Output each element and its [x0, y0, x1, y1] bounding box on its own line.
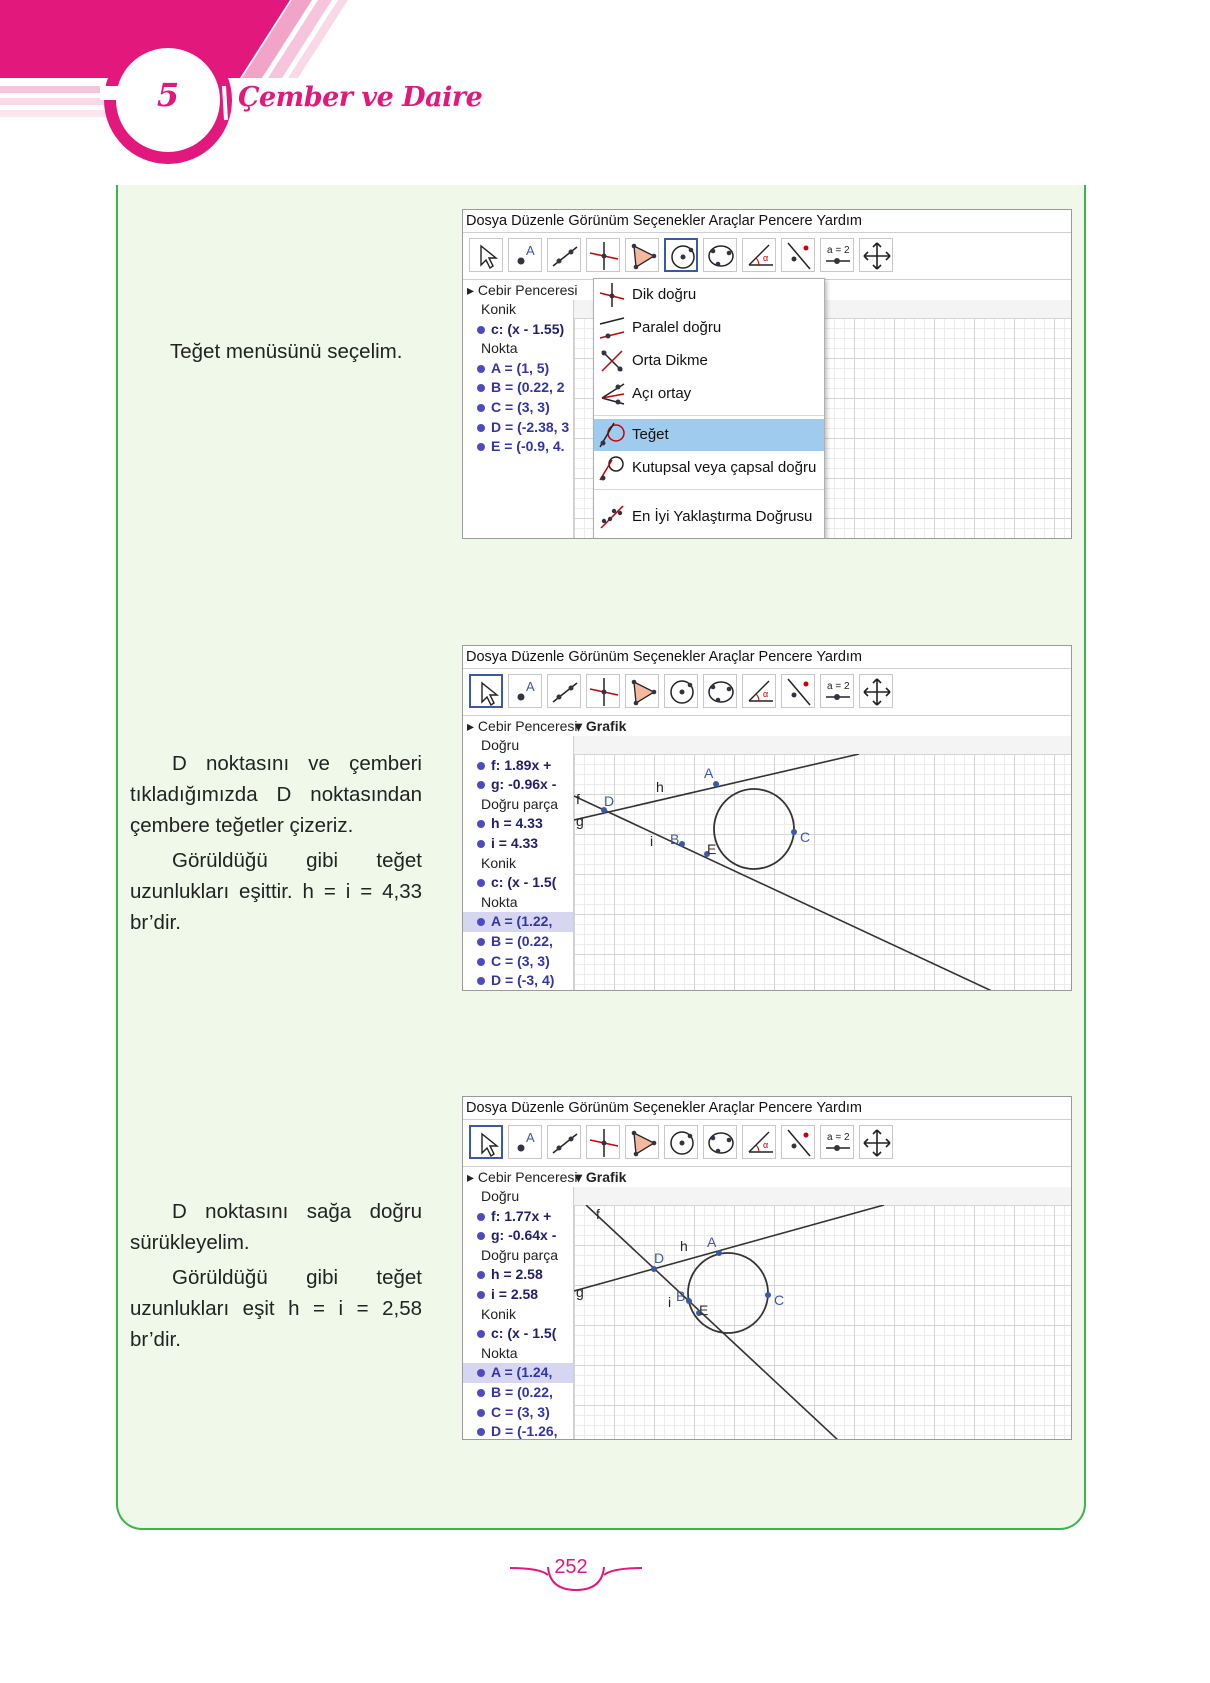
menu-item-polar-line[interactable] — [594, 452, 824, 484]
algebra-object[interactable]: D = (-1.26, — [463, 1422, 573, 1440]
polygon-tool-button[interactable] — [625, 238, 659, 272]
label-E: E — [699, 1302, 709, 1318]
menu-item-parallel[interactable] — [594, 312, 824, 344]
label-B: B — [670, 831, 680, 847]
section2-paragraph-2: Görüldüğü gibi teğet uzunlukları eşittir. h = i = 4,33 br’dir. — [130, 849, 422, 934]
algebra-object[interactable]: h = 4.33 — [463, 814, 573, 834]
algebra-header[interactable]: ▸ Cebir Penceresi — [467, 718, 578, 734]
algebra-view — [463, 736, 574, 991]
angle-icon — [743, 239, 777, 273]
menu-item-best-fit-line[interactable] — [594, 501, 824, 533]
menu-item-label: Teğet — [632, 426, 669, 443]
algebra-object[interactable]: B = (0.22, — [463, 1383, 573, 1403]
polygon-tool-button[interactable] — [625, 1125, 659, 1159]
section3-paragraph-2: Görüldüğü gibi teğet uzunlukları eşit h = i = 2,58 br’dir. — [130, 1266, 422, 1351]
algebra-object[interactable]: B = (0.22, 2 — [463, 378, 573, 398]
algebra-category: Nokta — [481, 340, 518, 357]
move-graphics-tool-button[interactable] — [859, 674, 893, 708]
move-graphics-tool-button[interactable] — [859, 238, 893, 272]
menu-item-tangent[interactable] — [594, 419, 824, 451]
line-tool-button[interactable] — [547, 674, 581, 708]
menu-item-perpendicular[interactable] — [594, 279, 824, 311]
circle-icon — [665, 675, 699, 709]
tangent-construction-2 — [574, 1205, 1072, 1440]
perpendicular-tool-button[interactable] — [586, 674, 620, 708]
circle-tool-button[interactable] — [664, 1125, 698, 1159]
menu-item-perpendicular-bisector[interactable] — [594, 345, 824, 377]
algebra-object[interactable]: B = (0.22, — [463, 932, 573, 952]
algebra-category: Doğru parça — [481, 795, 559, 812]
geogebra-screenshot-3 — [462, 1096, 1072, 1440]
reflect-icon — [782, 675, 816, 709]
circle-icon — [665, 1126, 699, 1160]
move-tool-button[interactable] — [469, 1125, 503, 1159]
menu-item-label: Kutupsal veya çapsal doğru — [632, 459, 817, 476]
algebra-object[interactable]: C = (3, 3) — [463, 1403, 573, 1423]
page-number-decoration — [0, 1545, 1210, 1605]
point-icon — [509, 675, 543, 709]
polygon-icon — [626, 239, 660, 273]
label-E: E — [707, 841, 717, 857]
algebra-category: Nokta — [481, 893, 518, 910]
best-fit-line-icon — [598, 503, 626, 531]
tangent-tools-menu — [593, 278, 825, 539]
algebra-category: Nokta — [481, 1344, 518, 1361]
slider-icon — [821, 1126, 855, 1160]
circle-tool-button[interactable] — [664, 674, 698, 708]
perpendicular-tool-button[interactable] — [586, 238, 620, 272]
conic-icon — [704, 675, 738, 709]
algebra-category: Doğru parça — [481, 1246, 559, 1263]
polygon-icon — [626, 675, 660, 709]
graphics-style-bar — [574, 736, 1072, 755]
svg-text:α: α — [763, 253, 769, 263]
toolbar — [463, 1120, 1071, 1167]
move-icon — [471, 1127, 505, 1161]
perpendicular-icon — [587, 1126, 621, 1160]
line-icon — [548, 239, 582, 273]
section1-paragraph: Teğet menüsünü seçelim. — [170, 340, 403, 363]
polygon-tool-button[interactable] — [625, 674, 659, 708]
perpendicular-icon — [587, 239, 621, 273]
line-tool-button[interactable] — [547, 1125, 581, 1159]
angle-icon — [743, 1126, 777, 1160]
move-graphics-icon — [860, 1126, 894, 1160]
move-icon — [470, 239, 504, 273]
label-A: A — [704, 765, 714, 781]
algebra-object[interactable]: h = 2.58 — [463, 1265, 573, 1285]
label-i: i — [650, 833, 654, 849]
algebra-category: Doğru — [481, 1188, 520, 1204]
perpendicular-line-icon — [598, 281, 626, 309]
menu-item-angle-bisector[interactable] — [594, 378, 824, 410]
menu-item-label: Açı ortay — [632, 385, 692, 402]
section2-text — [130, 748, 422, 942]
move-icon — [471, 676, 505, 710]
label-i: i — [668, 1294, 672, 1310]
polygon-icon — [626, 1126, 660, 1160]
label-h: h — [680, 1238, 688, 1254]
move-tool-button[interactable] — [469, 238, 503, 272]
algebra-object[interactable]: g: -0.64x - — [463, 1226, 573, 1246]
chapter-number: 5 — [156, 76, 180, 114]
graphics-header[interactable]: ▾ Grafik — [575, 718, 627, 734]
algebra-object[interactable]: C = (3, 3) — [463, 952, 573, 972]
move-tool-button[interactable] — [469, 674, 503, 708]
label-A: A — [707, 1234, 717, 1250]
perpendicular-tool-button[interactable] — [586, 1125, 620, 1159]
algebra-object[interactable]: i = 4.33 — [463, 834, 573, 854]
menu-item-label: Dik doğru — [632, 286, 697, 303]
label-D: D — [604, 793, 615, 809]
label-f: f — [576, 791, 580, 807]
reflect-icon — [782, 239, 816, 273]
graphics-header[interactable]: ▾ Grafik — [575, 1169, 627, 1185]
svg-text:α: α — [763, 1140, 769, 1150]
move-graphics-icon — [860, 675, 894, 709]
angle-tool-button[interactable] — [742, 1125, 776, 1159]
conic-tool-button[interactable] — [703, 238, 737, 272]
svg-text:a = 2: a = 2 — [827, 1132, 850, 1143]
algebra-object[interactable]: E = (-0.9, 4. — [463, 437, 573, 457]
toolbar — [463, 669, 1071, 716]
tangent-construction-1 — [574, 754, 1072, 991]
move-graphics-icon — [860, 239, 894, 273]
section3-text — [130, 1196, 422, 1359]
algebra-object[interactable]: c: (x - 1.5( — [463, 873, 573, 893]
graphics-view[interactable] — [574, 1205, 1072, 1440]
reflect-icon — [782, 1126, 816, 1160]
point-icon — [509, 1126, 543, 1160]
algebra-object[interactable]: f: 1.89x + — [463, 756, 573, 776]
algebra-object[interactable]: g: -0.96x - — [463, 775, 573, 795]
circle-icon — [666, 240, 700, 274]
point-tool-button[interactable] — [508, 674, 542, 708]
label-D: D — [654, 1250, 665, 1266]
angle-tool-button[interactable] — [742, 674, 776, 708]
perpendicular-icon — [587, 675, 621, 709]
parallel-line-icon — [598, 314, 626, 342]
menu-bar[interactable]: Dosya Düzenle Görünüm Seçenekler Araçlar Pencere Yardım — [463, 210, 1071, 233]
algebra-object[interactable]: A = (1.24, — [463, 1363, 573, 1383]
algebra-object[interactable]: A = (1, 5) — [463, 359, 573, 379]
svg-text:a = 2: a = 2 — [827, 245, 850, 256]
algebra-view — [463, 1187, 574, 1440]
geogebra-screenshot-2 — [462, 645, 1072, 991]
label-C: C — [800, 829, 811, 845]
reflect-tool-button[interactable] — [781, 1125, 815, 1159]
algebra-object[interactable]: i = 2.58 — [463, 1285, 573, 1305]
svg-text:α: α — [763, 689, 769, 699]
slider-tool-button[interactable] — [820, 238, 854, 272]
move-graphics-tool-button[interactable] — [859, 1125, 893, 1159]
toolbar — [463, 233, 1071, 280]
reflect-tool-button[interactable] — [781, 238, 815, 272]
polar-line-icon — [598, 454, 626, 482]
slider-icon — [821, 239, 855, 273]
algebra-object[interactable]: C = (3, 3) — [463, 398, 573, 418]
algebra-category: Konik — [481, 854, 517, 871]
algebra-object[interactable]: f: 1.77x + — [463, 1207, 573, 1227]
algebra-category: Konik — [481, 1305, 517, 1322]
angle-tool-button[interactable] — [742, 238, 776, 272]
label-h: h — [656, 779, 664, 795]
angle-bisector-icon — [598, 380, 626, 408]
algebra-object[interactable]: c: (x - 1.55) — [463, 320, 573, 340]
chapter-title: Çember ve Daire — [238, 82, 483, 113]
slider-tool-button[interactable] — [820, 674, 854, 708]
geogebra-screenshot-1 — [462, 209, 1072, 539]
line-icon — [548, 675, 582, 709]
svg-text:A: A — [526, 243, 535, 258]
menu-item-label: Paralel doğru — [632, 319, 722, 336]
point-tool-button[interactable] — [508, 238, 542, 272]
algebra-object[interactable]: c: (x - 1.5( — [463, 1324, 573, 1344]
algebra-object[interactable]: D = (-2.38, 3 — [463, 418, 573, 438]
svg-text:A: A — [526, 1130, 535, 1145]
algebra-view — [463, 300, 574, 539]
menu-item-label: En İyi Yaklaştırma Doğrusu — [632, 508, 813, 525]
menu-bar[interactable]: Dosya Düzenle Görünüm Seçenekler Araçlar Pencere Yardım — [463, 1097, 1071, 1120]
label-f: f — [596, 1206, 600, 1222]
point-tool-button[interactable] — [508, 1125, 542, 1159]
algebra-object[interactable]: D = (-3, 4) — [463, 971, 573, 991]
menu-bar[interactable]: Dosya Düzenle Görünüm Seçenekler Araçlar Pencere Yardım — [463, 646, 1071, 669]
label-g: g — [576, 813, 584, 829]
conic-tool-button[interactable] — [703, 1125, 737, 1159]
graphics-view[interactable] — [574, 754, 1072, 991]
reflect-tool-button[interactable] — [781, 674, 815, 708]
section3-paragraph-1: D noktasını sağa doğru sürükleyelim. — [130, 1200, 422, 1254]
graphics-style-bar — [574, 1187, 1072, 1206]
slider-icon — [821, 675, 855, 709]
svg-text:a = 2: a = 2 — [827, 681, 850, 692]
page-header — [0, 0, 1210, 170]
slider-tool-button[interactable] — [820, 1125, 854, 1159]
line-icon — [548, 1126, 582, 1160]
angle-icon — [743, 675, 777, 709]
section2-paragraph-1: D noktasını ve çemberi tıkladığımızda D noktasından çembere teğetler çizeriz. — [130, 752, 422, 837]
conic-icon — [704, 239, 738, 273]
algebra-header[interactable]: ▸ Cebir Penceresi — [467, 1169, 578, 1185]
label-B: B — [676, 1288, 686, 1304]
conic-tool-button[interactable] — [703, 674, 737, 708]
line-tool-button[interactable] — [547, 238, 581, 272]
algebra-category: Doğru — [481, 737, 520, 753]
point-icon — [509, 239, 543, 273]
section1-text — [170, 336, 430, 371]
tangent-icon — [598, 421, 626, 449]
conic-icon — [704, 1126, 738, 1160]
algebra-header[interactable]: ▸ Cebir Penceresi — [467, 282, 578, 298]
menu-item-label: Orta Dikme — [632, 352, 708, 369]
algebra-category: Konik — [481, 301, 517, 317]
algebra-object[interactable]: A = (1.22, — [463, 912, 573, 932]
label-C: C — [774, 1292, 785, 1308]
svg-text:A: A — [526, 679, 535, 694]
page-number: 252 — [554, 1556, 588, 1578]
perpendicular-bisector-icon — [598, 347, 626, 375]
circle-tool-button[interactable] — [664, 238, 698, 272]
label-g: g — [576, 1284, 584, 1300]
